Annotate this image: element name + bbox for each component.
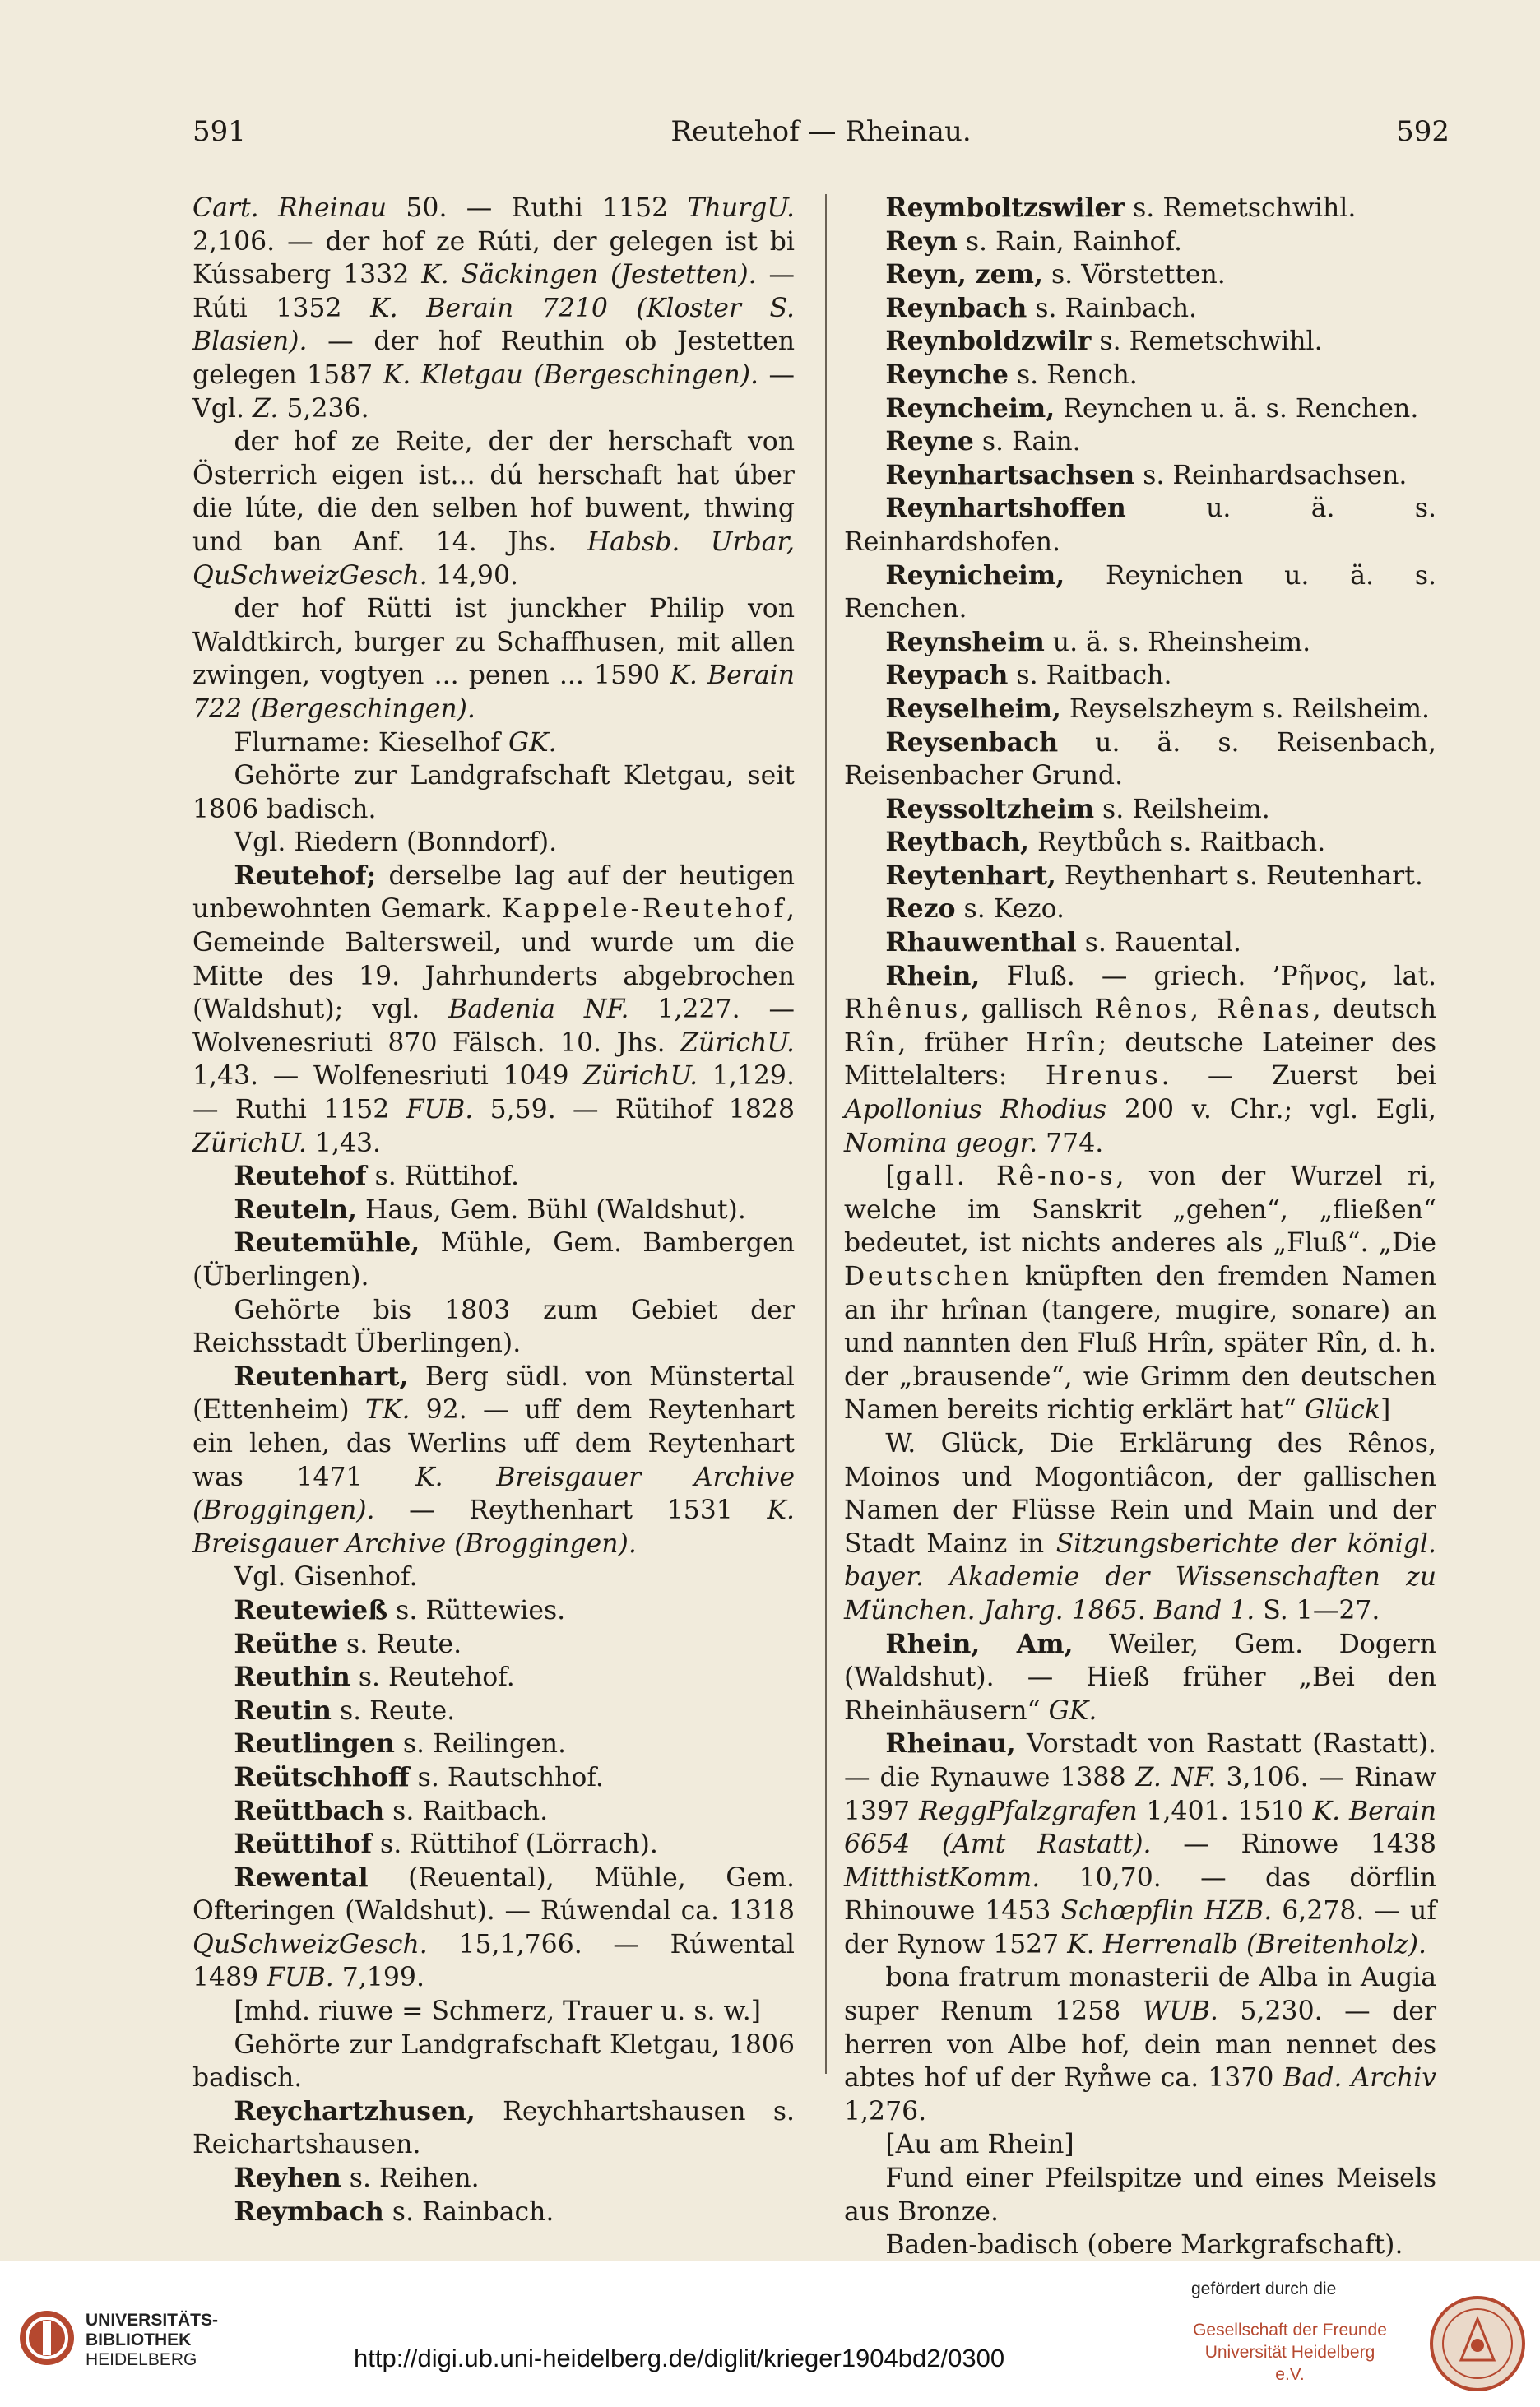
entry: der hof Rütti ist junckher Philip von Waldtkirch, burger zu Schaffhusen, mit allen zwingen, vogtyen ... penen ... 1590 K. Berain 722 (Bergeschingen).: [192, 594, 795, 724]
entry: bona fratrum monasterii de Alba in Augia super Renum 1258 WUB. 5,230. — der herren von Albe hof, dein man nennet des abtes hof uf der Ryn̊we ca. 1370 Bad. Archiv 1,276.: [844, 1963, 1437, 2126]
entry: Reutemühle, Mühle, Gem. Bambergen (Überlingen).: [192, 1227, 795, 1292]
entry: Reutewieß s. Rüttewies.: [234, 1594, 566, 1626]
entry: Flurname: Kieselhof GK.: [234, 727, 557, 758]
entry: Reynbach s. Rainbach.: [885, 292, 1198, 323]
entry: Reymbach s. Rainbach.: [234, 2196, 554, 2227]
sponsor-name: [1191, 2319, 1389, 2386]
entry: Gehörte bis 1803 zum Gebiet der Reichsstadt Überlingen).: [192, 1295, 795, 1359]
left-column: [192, 192, 795, 2228]
entry: der hof ze Reite, der der herschaft von Österrich eigen ist... dú herschaft hat úber die lúte, die den selben hof buwent, thwing und ban Anf. 14. Jhs. Habsb. Urbar, QuSchweizGesch. 14,90.: [192, 427, 795, 591]
entry: Reüttihof s. Rüttihof (Lörrach).: [234, 1829, 658, 1860]
entry: Reutehof s. Rüttihof.: [234, 1161, 519, 1192]
entry: Rheinau, Vorstadt von Rastatt (Rastatt). — die Rynauwe 1388 Z. NF. 3,106. — Rinaw 1397 ReggPfalzgrafen 1,401. 1510 K. Berain 6654 (Amt Rastatt). — Rinowe 1438 MitthistKomm. 10,70. — das dörflin Rhinouwe 1453 Schœpflin HZB. 6,278. — uf der Rynow 1527 K. Herrenalb (Breitenholz).: [844, 1728, 1436, 1959]
sponsor-name-line1: Gesellschaft der Freunde: [1193, 2321, 1387, 2340]
viewer-footer: [0, 2261, 1540, 2407]
entry: Reütschhoff s. Rautschhof.: [234, 1761, 604, 1792]
page-header: [192, 107, 1450, 156]
entry: Cart. Rheinau 50. — Ruthi 1152 ThurgU. 2,106. — der hof ze Rúti, der gelegen ist bi Kússaberg 1332 K. Säckingen (Jestetten). — Rúti 1352 K. Berain 7210 (Kloster S. Blasien). — der hof Reuthin ob Jestetten gelegen 1587 K. Kletgau (Bergeschingen). — Vgl. Z. 5,236.: [192, 193, 796, 424]
entry: Reyselheim, Reyselszheym s. Reilsheim.: [885, 693, 1431, 724]
library-name-line2: BIBLIOTHEK: [86, 2330, 192, 2349]
entry: Rewental (Reuental), Mühle, Gem. Ofteringen (Waldshut). — Rúwendal ca. 1318 QuSchweizGesch. 15,1,766. — Rúwental 1489 FUB. 7,199.: [192, 1862, 795, 1993]
entry: Reynhartshoffen u. ä. s. Reinhardshofen.: [844, 493, 1436, 557]
entry: Reutehof; derselbe lag auf der heutigen unbewohnten Gemark. Kappele-Reutehof, Gemeinde Baltersweil, und wurde um die Mitte des 19. Jahrhunderts abgebrochen (Waldshut); vgl. Badenia NF. 1,227. — Wolvenesriuti 870 Fälsch. 10. Jhs. ZürichU. 1,43. — Wolfenesriuti 1049 ZürichU. 1,129. — Ruthi 1152 FUB. 5,59. — Rütihof 1828 ZürichU. 1,43.: [192, 860, 796, 1158]
library-name-line1: UNIVERSITÄTS-: [86, 2311, 219, 2330]
entry: [Au am Rhein]: [885, 2130, 1074, 2160]
entry: Baden-badisch (obere Markgrafschaft).: [885, 2230, 1403, 2261]
page-number-left: 591: [192, 115, 246, 148]
entry: Reynche s. Rench.: [885, 359, 1138, 390]
entry: Fund einer Pfeilspitze und eines Meisels aus Bronze.: [844, 2164, 1436, 2227]
entry: Reymboltzswiler s. Remetschwihl.: [885, 192, 1357, 223]
running-title: Reutehof — Rheinau.: [670, 115, 972, 148]
entry: Vgl. Riedern (Bonndorf).: [234, 828, 558, 858]
entry: Reyne s. Rain.: [885, 426, 1081, 457]
entry: Reüttbach s. Raitbach.: [234, 1795, 549, 1826]
entry: Gehörte zur Landgrafschaft Kletgau, seit 1806 badisch.: [192, 761, 795, 824]
entry: Reynsheim u. ä. s. Rheinsheim.: [885, 626, 1311, 657]
university-seal-icon: [1428, 2294, 1527, 2393]
entry: Reyn, zem, s. Vörstetten.: [885, 259, 1226, 290]
university-library-logo-icon: [18, 2309, 76, 2367]
right-column: [844, 192, 1436, 2295]
entry: Reyhen s. Reihen.: [234, 2163, 480, 2194]
entry: Reuteln, Haus, Gem. Bühl (Waldshut).: [234, 1194, 746, 1225]
entry: Vgl. Gisenhof.: [234, 1562, 418, 1593]
entry: Reüthe s. Reute.: [234, 1628, 462, 1659]
entry: Reuthin s. Reutehof.: [234, 1662, 515, 1693]
entry: Reynboldzwilr s. Remetschwihl.: [885, 326, 1323, 357]
entry: Rezo s. Kezo.: [885, 893, 1065, 925]
sponsor-name-line2: Universität Heidelberg e.V.: [1204, 2343, 1375, 2384]
entry: Reutenhart, Berg südl. von Münstertal (Ettenheim) TK. 92. — uff dem Reytenhart ein lehen, das Werlins uff dem Reytenhart was 1471 K. Breisgauer Archive (Broggingen). — Reythenhart 1531 K. Breisgauer Archive (Broggingen).: [192, 1361, 795, 1559]
entry: Reynhartsachsen s. Reinhardsachsen.: [885, 459, 1408, 490]
entry: Reytenhart, Reythenhart s. Reutenhart.: [885, 860, 1423, 891]
entry: Reutin s. Reute.: [234, 1695, 456, 1726]
entry: Rhein, Fluß. — griech. ’Ρῆνος, lat. Rhênus, gallisch Rênos, Rênas, deutsch Rîn, früher Hrîn; deutsche Lateiner des Mittelalters: Hrenus. — Zuerst bei Apollonius Rhodius 200 v. Chr.; vgl. Egli, Nomina geogr. 774.: [844, 960, 1437, 1158]
page-number-right: 592: [1396, 115, 1450, 148]
entry: Reychartzhusen, Reychhartshausen s. Reichartshausen.: [192, 2095, 795, 2160]
entry: [gall. Rê-no-s, von der Wurzel ri, welche im Sanskrit „gehen“, „fließen“ bedeutet, ist nichts anderes als „Fluß“. „Die Deutschen knüpften den fremden Namen an ihr hrînan (tangere, mugire, sonare) an und nannten den Fluß Hrîn, später Rîn, d. h. der „brausende“, wie Grimm den deutschen Namen bereits richtig erklärt hat“ Glück]: [844, 1162, 1436, 1426]
column-divider: [825, 194, 827, 2074]
entry: Reytbach, Reytbůch s. Raitbach.: [885, 827, 1326, 858]
entry: Gehörte zur Landgrafschaft Kletgau, 1806 badisch.: [192, 2029, 795, 2094]
entry: [mhd. riuwe = Schmerz, Trauer u. s. w.]: [234, 1997, 762, 2027]
entry: Reysenbach u. ä. s. Reisenbach, Reisenbacher Grund.: [844, 726, 1436, 791]
entry: Rhauwenthal s. Rauental.: [885, 927, 1241, 958]
entry: W. Glück, Die Erklärung des Rênos, Moinos und Mogontiâcon, der gallischen Namen der Flüsse Rein und Main und der Stadt Mainz in Sitzungsberichte der königl. bayer. Akademie der Wissenschaften zu München. Jahrg. 1865. Band 1. S. 1—27.: [844, 1428, 1437, 1626]
sponsor-caption: gefördert durch die: [1191, 2279, 1337, 2298]
library-name: [86, 2311, 218, 2370]
entry: Reutlingen s. Reilingen.: [234, 1728, 567, 1760]
entry: Reyssoltzheim s. Reilsheim.: [885, 793, 1270, 824]
entry: Reynicheim, Reynichen u. ä. s. Renchen.: [844, 559, 1436, 624]
entry: Reypach s. Raitbach.: [885, 660, 1172, 691]
entry: Reyncheim, Reynchen u. ä. s. Renchen.: [885, 392, 1419, 424]
entry: Rhein, Am, Weiler, Gem. Dogern (Waldshut). — Hieß früher „Bei den Rheinhäusern“ GK.: [844, 1628, 1436, 1726]
permalink-url[interactable]: http://digi.ub.uni-heidelberg.de/diglit/krieger1904bd2/0300: [354, 2344, 1005, 2372]
entry: Reyn s. Rain, Rainhof.: [885, 225, 1183, 257]
library-name-line3: HEIDELBERG: [86, 2350, 197, 2369]
